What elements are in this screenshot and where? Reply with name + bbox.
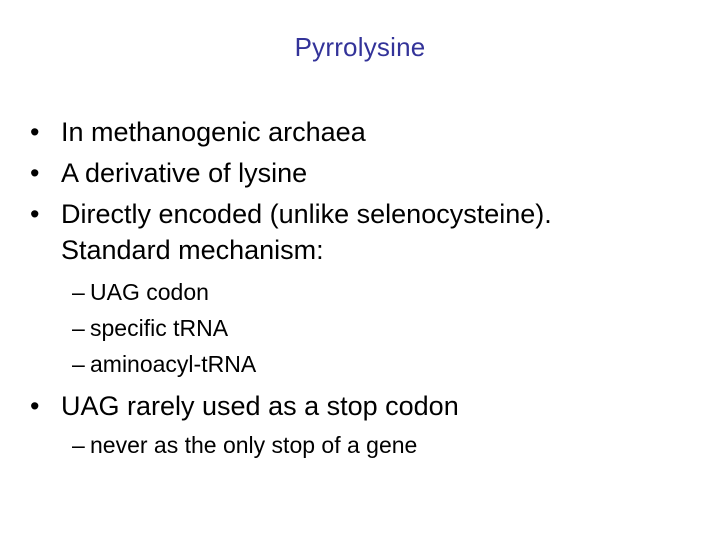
slide-title: Pyrrolysine — [294, 32, 426, 62]
sub-bullet-text: specific t​RNA — [90, 315, 229, 341]
bullet-marker: • — [30, 391, 40, 421]
bullet-marker: • — [30, 199, 40, 229]
sub-bullet-marker: – — [72, 432, 85, 458]
sub-bullet-text: never as the only stop of a gene — [90, 432, 418, 458]
sub-bullet-marker: – — [72, 279, 85, 305]
sub-bullet-marker: – — [72, 315, 85, 341]
bullet-text-continuation: Standard mechanism: — [61, 235, 324, 265]
bullet-marker: • — [30, 117, 40, 147]
bullet-text: A derivative of lysine — [61, 158, 308, 188]
bullet-text: Directly encoded (unlike selenocysteine). — [61, 199, 552, 229]
bullet-text: In methanogenic archaea — [61, 117, 366, 147]
bullet-text: UAG rarely used as a stop codon — [61, 391, 459, 421]
sub-bullet-text: UAG codon — [90, 279, 209, 305]
bullet-marker: • — [30, 158, 40, 188]
sub-bullet-text: aminoacyl-t​RNA — [90, 351, 257, 377]
sub-bullet-marker: – — [72, 351, 85, 377]
